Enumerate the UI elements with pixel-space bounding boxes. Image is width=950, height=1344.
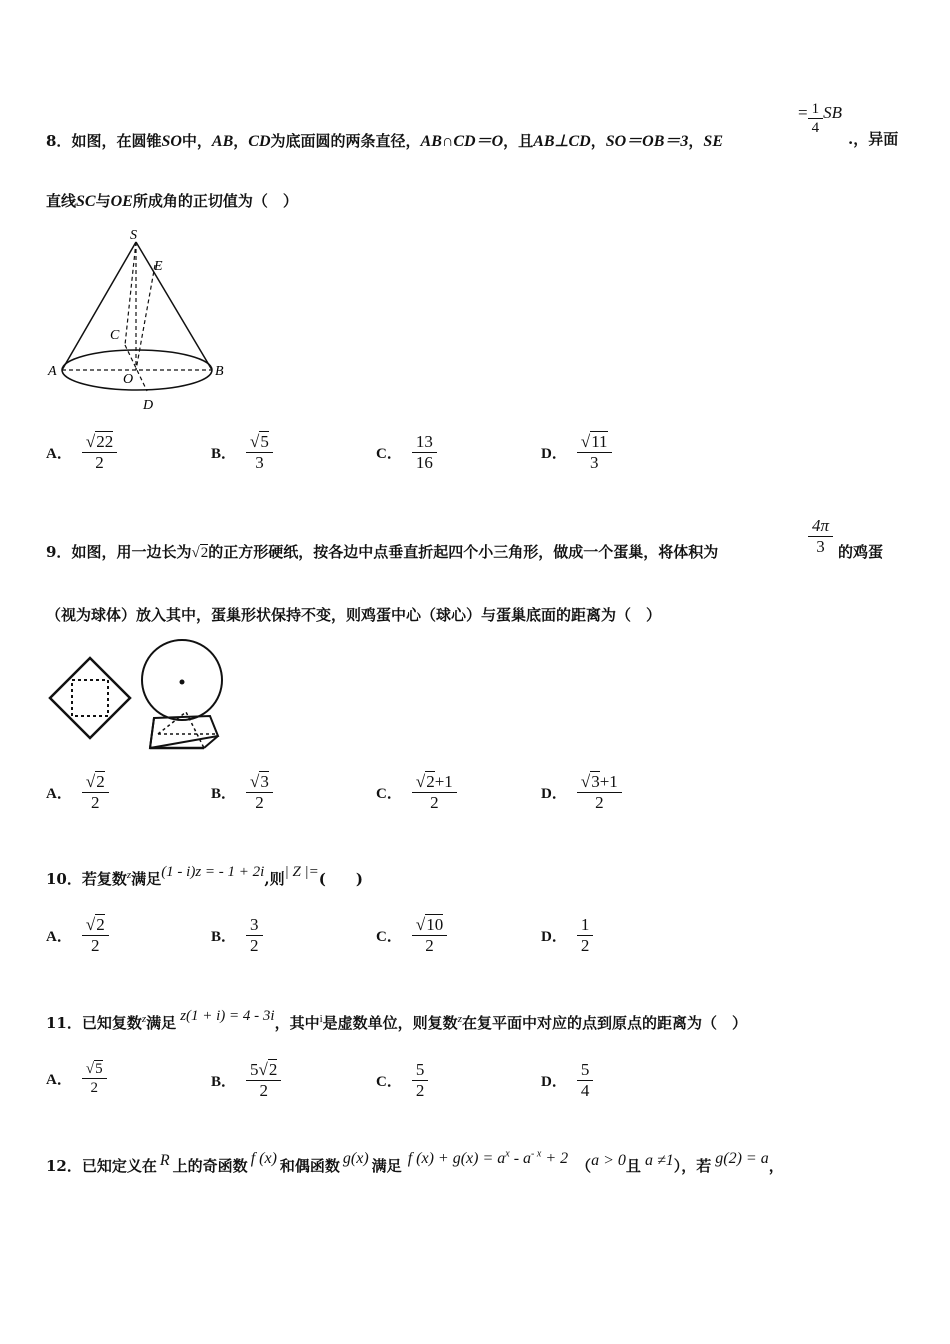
q11-option-d[interactable] [541, 1060, 593, 1102]
q8-se-expression [798, 100, 842, 137]
q8-cd: CD [248, 133, 271, 150]
q10-text-b: 满足 [131, 870, 162, 888]
q11-text-c: ，其中 [274, 1014, 320, 1032]
q12-text-e: （ [576, 1157, 592, 1175]
q11-text-e: 在复平面中对应的点到原点的距离为（ ） [461, 1014, 747, 1032]
q9-option-d-value: $\frac{√3+1}{2}$ [577, 772, 622, 814]
q8-option-b[interactable] [211, 432, 273, 474]
q11-option-c-label: C． [376, 1074, 402, 1091]
q11-text-d: 是虚数单位，则复数 [322, 1014, 458, 1032]
q8-text-b: 中， [181, 132, 212, 150]
q9-option-a[interactable] [46, 772, 109, 814]
q10-option-c-label: C． [376, 929, 402, 946]
q8-se: SE [703, 133, 723, 150]
q8-text-c: 为底面圆的两条直径， [270, 132, 421, 150]
q12-text-a: 已知定义在 [81, 1157, 157, 1175]
q9-volume: $\frac{4\pi}{3}$ [808, 516, 833, 558]
q9-line2: （视为球体）放入其中，蛋巢形状保持不变，则鸡蛋中心（球心）与蛋巢底面的距离为（ ） [46, 606, 662, 624]
q8-text-e: .，异面 [848, 130, 899, 148]
q10-option-a-label: A． [46, 929, 72, 946]
q10-text-c: ,则 [264, 870, 285, 888]
q10-text-a: 若复数 [81, 870, 127, 888]
q9-text-c: 的鸡蛋 [838, 543, 884, 561]
q8-text-a: 如图，在圆锥 [71, 132, 162, 150]
q8-option-d[interactable] [541, 432, 612, 474]
q11-z: z [141, 1013, 147, 1025]
q12-cond1: a > 0 [591, 1152, 626, 1169]
q12-r: R [159, 1152, 170, 1169]
q8-option-d-value: $\frac{√11}{3}$ [577, 432, 612, 474]
q12-text-d: 满足 [371, 1157, 402, 1175]
q11-option-c-value: $\frac{5}{2}$ [412, 1060, 429, 1102]
q9-option-d[interactable] [541, 772, 622, 814]
q10-option-d[interactable] [541, 915, 593, 957]
q11-text-b: 满足 [146, 1014, 177, 1032]
q12-text-g: ），若 [673, 1157, 712, 1175]
q8-se-fraction [808, 100, 824, 137]
q10-number: 10． [46, 870, 82, 888]
cone-label-b: B [215, 364, 224, 379]
q10-text-d: ( ) [318, 870, 363, 888]
q8-option-a[interactable] [46, 432, 117, 474]
q10-line [46, 864, 363, 889]
q10-option-b-value: $\frac{3}{2}$ [246, 915, 263, 957]
q9-option-d-label: D． [541, 786, 567, 803]
q10-option-c[interactable] [376, 915, 447, 957]
q8-option-b-value: $\frac{√5}{3}$ [246, 432, 273, 474]
q10-option-a[interactable] [46, 915, 109, 957]
q10-option-d-value: $\frac{1}{2}$ [577, 915, 594, 957]
q8-se-num: 1 [808, 100, 824, 119]
q10-option-b[interactable] [211, 915, 263, 957]
q11-option-c[interactable] [376, 1060, 428, 1102]
q11-option-d-label: D． [541, 1074, 567, 1091]
q12-number: 12． [46, 1157, 82, 1175]
q9-option-b-label: B． [211, 786, 237, 803]
egg-nest-figure [46, 638, 236, 753]
q12-text-c: 和偶函数 [279, 1157, 340, 1175]
q10-abs: | Z |= [284, 864, 319, 880]
cone-label-a: A [48, 364, 57, 379]
q9-option-a-value: $\frac{√2}{2}$ [82, 772, 109, 814]
q12-equation: f $(x) + g(x) = a^x - a^{- x} + 2$ [407, 1148, 569, 1167]
q11-option-b[interactable] [211, 1060, 281, 1102]
q9-option-c-label: C． [376, 786, 402, 803]
q8-line2-b: 与 [95, 192, 111, 210]
q8-se-den: 4 [811, 120, 820, 136]
q8-line1: 8．如图，在圆锥SO中，AB，CD为底面圆的两条直径，AB∩CD＝O，且AB⊥CD，SO＝OB＝3，SE [46, 132, 723, 150]
q10-z: z [126, 869, 132, 881]
q11-option-d-value: $\frac{5}{4}$ [577, 1060, 594, 1102]
q8-se-eq: = [798, 102, 808, 122]
cone-label-o: O [123, 372, 134, 387]
q8-sc: SC [76, 193, 96, 210]
q8-option-a-value: $\frac{√22}{2}$ [82, 432, 117, 474]
q11-option-a[interactable] [46, 1060, 107, 1097]
q8-ab: AB [211, 133, 234, 150]
q9-option-c[interactable] [376, 772, 457, 814]
q9-number: 9． [46, 543, 72, 561]
q8-option-b-label: B． [211, 446, 237, 463]
q11-i: i [319, 1013, 323, 1025]
q9-option-b-value: $\frac{√3}{2}$ [246, 772, 273, 814]
cone-figure [40, 225, 240, 415]
q10-option-d-label: D． [541, 929, 567, 946]
q8-oe: OE [110, 193, 133, 210]
q8-se-sb: SB [823, 102, 842, 122]
q11-equation: z(1 + i) = 4 - 3i [180, 1008, 275, 1024]
q10-equation: (1 - i)z = - 1 + 2i [161, 864, 265, 880]
cone-label-d: D [143, 398, 154, 413]
q9-line1 [46, 541, 718, 562]
q11-z2: z [457, 1013, 462, 1025]
q12-fx: f (x) [250, 1150, 277, 1167]
q8-option-a-label: A． [46, 446, 72, 463]
q11-number: 11． [46, 1014, 82, 1032]
q12-text-f: 且 [625, 1157, 641, 1175]
q12-text-b: 上的奇函数 [172, 1157, 248, 1175]
q8-line2-c: 所成角的正切值为（ ） [132, 192, 298, 210]
q8-option-c-value: $\frac{13}{16}$ [412, 432, 437, 474]
q12-g2: g(2) = a [715, 1150, 769, 1167]
q9-text-a: 如图，用一边长为 [71, 543, 192, 561]
q9-text-b: 的正方形硬纸，按各边中点垂直折起四个小三角形，做成一个蛋巢，将体积为 [208, 543, 719, 561]
q8-option-c-label: C． [376, 446, 402, 463]
q8-line2-a: 直线 [46, 192, 77, 210]
q8-perp: AB⊥CD [533, 133, 591, 150]
q8-intersection: AB∩CD＝O [420, 133, 504, 150]
q8-option-d-label: D． [541, 446, 567, 463]
q11-option-a-value: $\frac{√5}{2}$ [82, 1060, 107, 1097]
q8-equal: SO＝OB＝3 [605, 133, 689, 150]
q9-option-c-value: $\frac{√2+1}{2}$ [412, 772, 457, 814]
q12-line [46, 1148, 784, 1176]
cone-label-s: S [130, 228, 137, 243]
q12-cond2: a ≠1 [644, 1152, 674, 1169]
q11-option-b-value: $\frac{5√2}{2}$ [246, 1060, 281, 1102]
q10-option-c-value: $\frac{√10}{2}$ [412, 915, 447, 957]
q11-option-b-label: B． [211, 1074, 237, 1091]
q8-line2 [46, 190, 298, 211]
cone-label-c: C [110, 328, 120, 343]
q10-option-b-label: B． [211, 929, 237, 946]
q9-option-b[interactable] [211, 772, 273, 814]
q8-text-d: ，且 [503, 132, 534, 150]
q8-option-c[interactable] [376, 432, 437, 474]
q8-so: SO [161, 133, 182, 150]
q11-text-a: 已知复数 [81, 1014, 142, 1032]
q11-line [46, 1008, 747, 1033]
q10-option-a-value: $\frac{√2}{2}$ [82, 915, 109, 957]
q9-side: √2 [191, 545, 209, 561]
q9-option-a-label: A． [46, 786, 72, 803]
q12-gx: g(x) [342, 1150, 369, 1167]
q12-text-h: ， [768, 1157, 784, 1175]
q11-option-a-label: A． [46, 1072, 72, 1088]
q8-number: 8． [46, 132, 72, 150]
cone-label-e: E [154, 259, 163, 274]
